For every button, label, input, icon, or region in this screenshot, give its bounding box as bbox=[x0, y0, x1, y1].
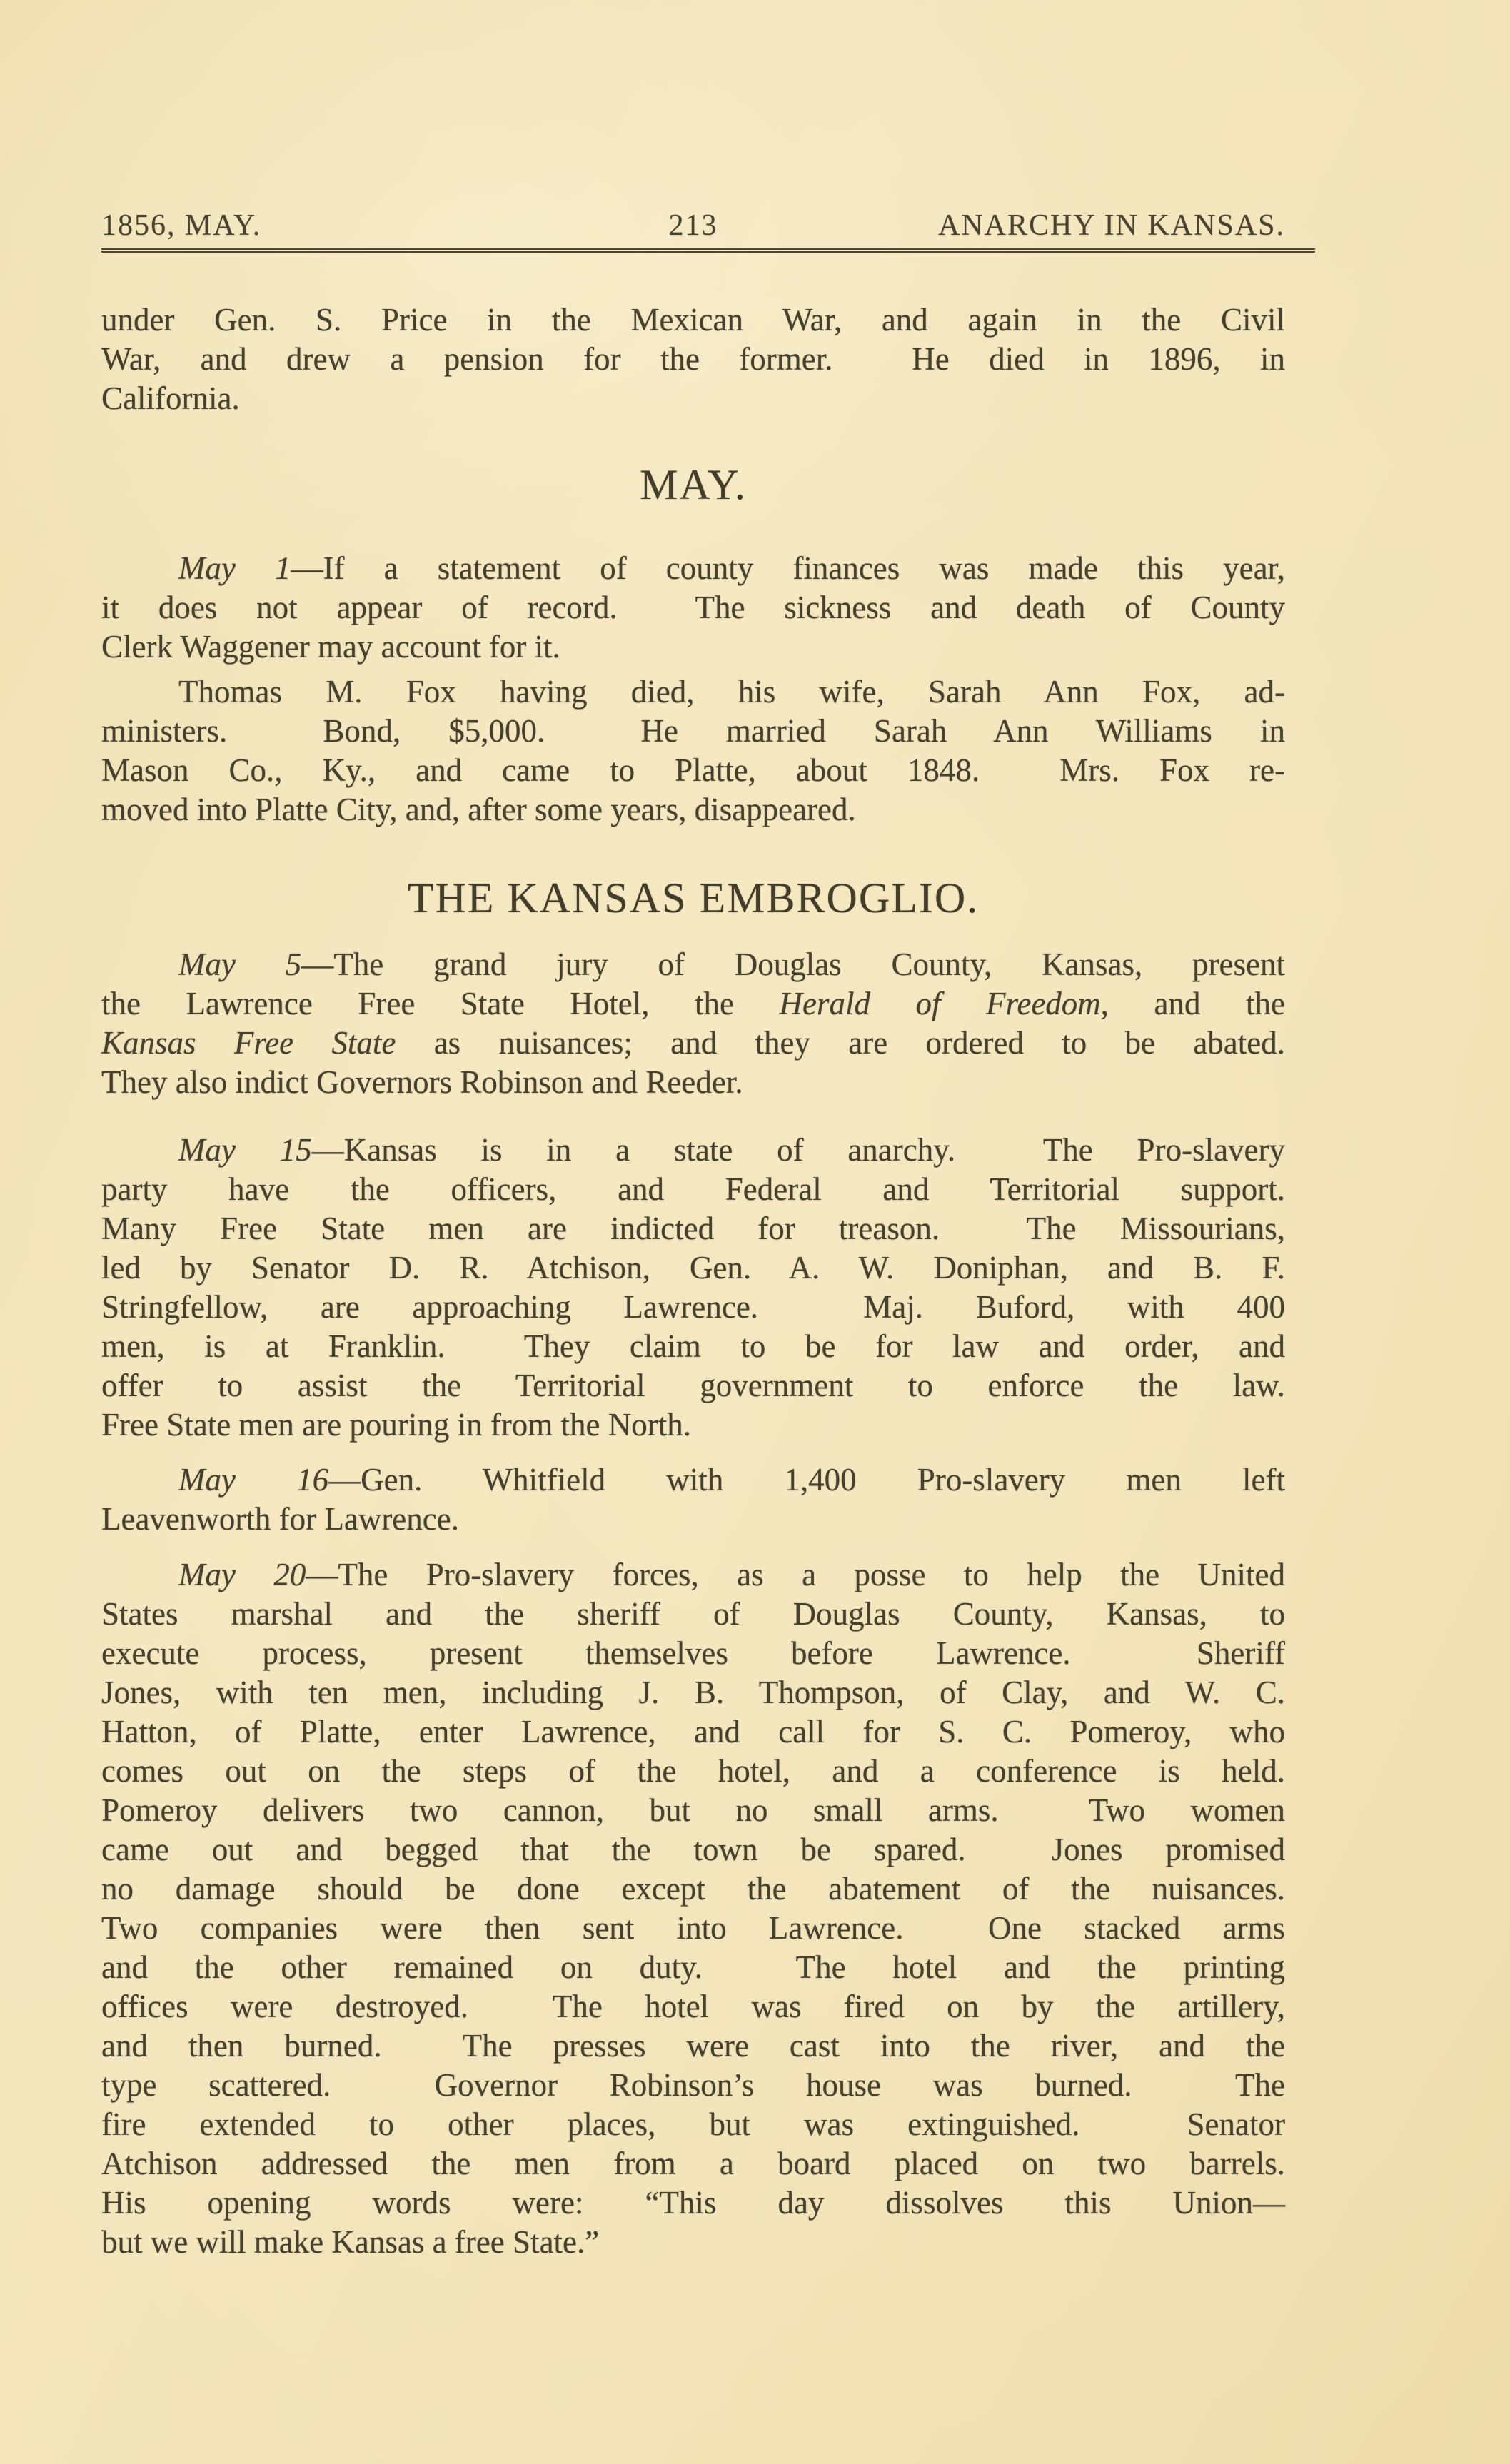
text-line bbox=[101, 1063, 1285, 1102]
text-line bbox=[101, 1948, 1285, 1987]
text-line bbox=[101, 751, 1285, 790]
italic-text-segment: May 16 bbox=[178, 1462, 329, 1498]
text-segment: Pomeroy delivers two cannon, but no small arms. Two women bbox=[101, 1792, 1285, 1828]
text-segment: the Lawrence Free State Hotel, the bbox=[101, 986, 780, 1021]
text-segment: and then burned. The presses were cast into the river, and the bbox=[101, 2028, 1285, 2064]
text-line bbox=[101, 2066, 1285, 2105]
text-line bbox=[101, 790, 1285, 829]
text-line bbox=[101, 1673, 1285, 1712]
text-segment: , and the bbox=[1100, 986, 1286, 1021]
text-line bbox=[101, 2105, 1285, 2144]
text-line bbox=[101, 1987, 1285, 2026]
text-line bbox=[101, 1712, 1285, 1752]
text-line bbox=[101, 588, 1285, 627]
text-line bbox=[101, 672, 1285, 712]
text-segment: Clerk Waggener may account for it. bbox=[101, 629, 560, 665]
text-segment: Free State men are pouring in from the North. bbox=[101, 1407, 692, 1443]
text-segment: type scattered. Governor Robinson’s house was burned. The bbox=[101, 2067, 1285, 2103]
text-segment: came out and begged that the town be spared. Jones promised bbox=[101, 1832, 1285, 1867]
paragraph bbox=[101, 945, 1285, 1102]
text-segment: California. bbox=[101, 380, 240, 416]
text-line bbox=[101, 2183, 1285, 2223]
text-line bbox=[101, 1791, 1285, 1830]
text-segment: it does not appear of record. The sickness and death of County bbox=[101, 590, 1285, 625]
text-line bbox=[101, 945, 1285, 984]
text-segment: They also indict Governors Robinson and Reeder. bbox=[101, 1064, 743, 1100]
text-line bbox=[101, 1752, 1285, 1791]
text-line bbox=[101, 1595, 1285, 1634]
text-segment: —Kansas is in a state of anarchy. The Pro-slavery bbox=[311, 1132, 1285, 1168]
text-segment: under Gen. S. Price in the Mexican War, and again in the Civil bbox=[101, 302, 1285, 338]
text-segment: Leavenworth for Lawrence. bbox=[101, 1501, 459, 1537]
paragraph bbox=[101, 672, 1285, 829]
italic-text-segment: May 15 bbox=[178, 1132, 312, 1168]
text-line bbox=[101, 1131, 1285, 1170]
text-segment: led by Senator D. R. Atchison, Gen. A. W. Doniphan, and B. F. bbox=[101, 1250, 1285, 1286]
text-segment: Stringfellow, are approaching Lawrence. Maj. Buford, with 400 bbox=[101, 1289, 1285, 1325]
page-body bbox=[101, 253, 1285, 2262]
text-segment: —The grand jury of Douglas County, Kansas, present bbox=[301, 946, 1285, 982]
text-line bbox=[101, 1248, 1285, 1288]
text-segment: moved into Platte City, and, after some years, disappeared. bbox=[101, 792, 856, 827]
text-segment: ministers. Bond, $5,000. He married Sarah Ann Williams in bbox=[101, 713, 1285, 749]
text-segment: and the other remained on duty. The hotel and the printing bbox=[101, 1949, 1285, 1985]
text-line bbox=[101, 1460, 1285, 1500]
text-segment: His opening words were: “This day dissolves this Union— bbox=[101, 2185, 1285, 2221]
text-line bbox=[101, 712, 1285, 751]
text-line bbox=[101, 1555, 1285, 1595]
text-segment: —Gen. Whitfield with 1,400 Pro-slavery men left bbox=[328, 1462, 1285, 1498]
text-segment: Atchison addressed the men from a board placed on two barrels. bbox=[101, 2146, 1285, 2181]
text-line bbox=[101, 1327, 1285, 1366]
paragraph bbox=[101, 1131, 1285, 1445]
text-segment: no damage should be done except the abatement of the nuisances. bbox=[101, 1871, 1285, 1907]
text-segment: comes out on the steps of the hotel, and a conference is held. bbox=[101, 1753, 1285, 1789]
text-segment: Many Free State men are indicted for treason. The Missourians, bbox=[101, 1211, 1285, 1246]
header-date: 1856, MAY. bbox=[101, 209, 262, 242]
text-segment: States marshal and the sheriff of Douglas County, Kansas, to bbox=[101, 1596, 1285, 1632]
text-segment: execute process, present themselves before Lawrence. Sheriff bbox=[101, 1635, 1285, 1671]
text-segment: offer to assist the Territorial government to enforce the law. bbox=[101, 1368, 1285, 1403]
italic-text-segment: Kansas Free State bbox=[101, 1025, 396, 1061]
header-title: ANARCHY IN KANSAS. bbox=[938, 209, 1285, 242]
text-segment: Hatton, of Platte, enter Lawrence, and call for S. C. Pomeroy, who bbox=[101, 1714, 1285, 1749]
text-line bbox=[101, 1909, 1285, 1948]
text-line bbox=[101, 1869, 1285, 1909]
paragraph bbox=[101, 1555, 1285, 2262]
text-line bbox=[101, 2223, 1285, 2262]
text-segment: Jones, with ten men, including J. B. Thompson, of Clay, and W. C. bbox=[101, 1675, 1285, 1710]
text-line bbox=[101, 340, 1285, 379]
text-segment: Thomas M. Fox having died, his wife, Sarah Ann Fox, ad- bbox=[178, 674, 1285, 710]
text-line bbox=[101, 1634, 1285, 1673]
page-number: 213 bbox=[668, 209, 718, 242]
text-segment: Two companies were then sent into Lawrence. One stacked arms bbox=[101, 1910, 1285, 1946]
text-line bbox=[101, 627, 1285, 667]
paragraph bbox=[101, 1460, 1285, 1539]
text-segment: men, is at Franklin. They claim to be for law and order, and bbox=[101, 1328, 1285, 1364]
italic-text-segment: May 5 bbox=[178, 946, 302, 982]
text-line bbox=[101, 1024, 1285, 1063]
text-line bbox=[101, 549, 1285, 588]
italic-text-segment: Herald of Freedom bbox=[779, 986, 1101, 1021]
text-line bbox=[101, 1830, 1285, 1869]
running-header bbox=[101, 208, 1285, 243]
text-line bbox=[101, 1500, 1285, 1539]
text-segment: fire extended to other places, but was extinguished. Senator bbox=[101, 2106, 1285, 2142]
kansas-embroglio-heading: THE KANSAS EMBROGLIO. bbox=[407, 874, 980, 922]
text-line bbox=[101, 1405, 1285, 1445]
month-heading: MAY. bbox=[640, 461, 747, 508]
text-line bbox=[101, 984, 1285, 1024]
paragraph bbox=[101, 301, 1285, 418]
paragraph bbox=[101, 549, 1285, 667]
text-segment: but we will make Kansas a free State.” bbox=[101, 2224, 600, 2260]
text-line bbox=[101, 1170, 1285, 1209]
text-line bbox=[101, 301, 1285, 340]
text-line bbox=[101, 1366, 1285, 1405]
text-line bbox=[101, 379, 1285, 418]
italic-text-segment: May 20 bbox=[178, 1557, 306, 1592]
text-segment: —The Pro-slavery forces, as a posse to help the United bbox=[306, 1557, 1285, 1592]
italic-text-segment: May 1 bbox=[178, 550, 291, 586]
text-segment: —If a statement of county finances was made this year, bbox=[291, 550, 1285, 586]
text-segment: War, and drew a pension for the former. He died in 1896, in bbox=[101, 341, 1285, 377]
text-line bbox=[101, 1209, 1285, 1248]
text-segment: Mason Co., Ky., and came to Platte, about 1848. Mrs. Fox re- bbox=[101, 752, 1285, 788]
text-segment: offices were destroyed. The hotel was fired on by the artillery, bbox=[101, 1989, 1285, 2024]
text-segment: party have the officers, and Federal and Territorial support. bbox=[101, 1171, 1285, 1207]
text-line bbox=[101, 2026, 1285, 2066]
text-line bbox=[101, 1288, 1285, 1327]
text-segment: as nuisances; and they are ordered to be abated. bbox=[396, 1025, 1285, 1061]
text-line bbox=[101, 2144, 1285, 2183]
